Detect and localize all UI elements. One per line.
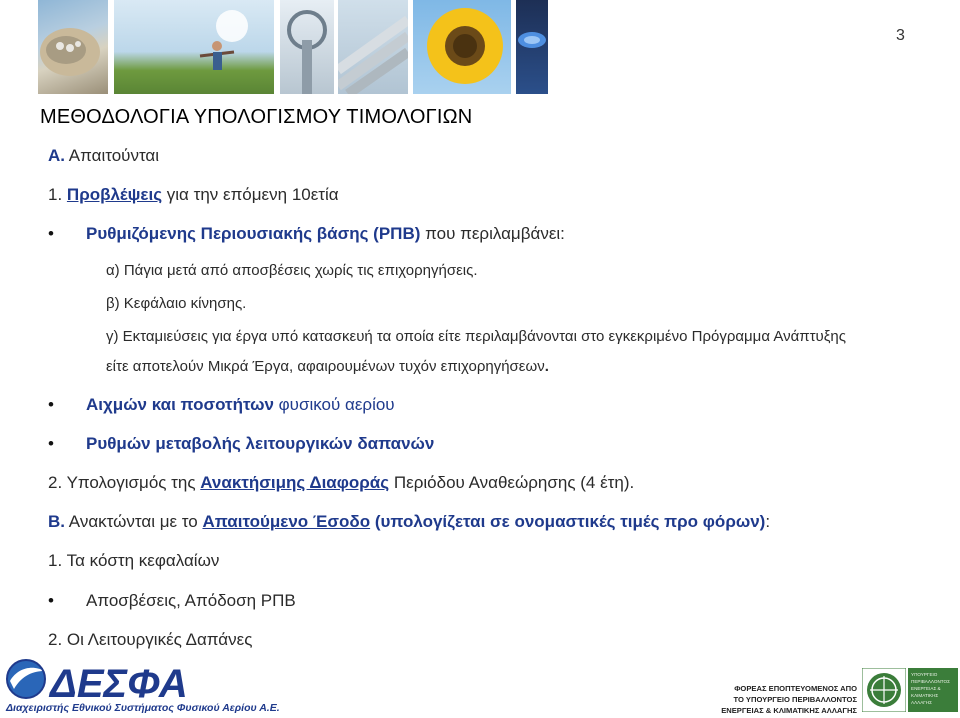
child-sky-photo [114,0,274,94]
supervisor-line-2: ΤΟ ΥΠΟΥΡΓΕΙΟ ΠΕΡΙΒΑΛΛΟΝΤΟΣ [733,695,857,704]
bullet-peaks-marker: • [48,395,54,414]
desfa-subtitle: Διαχειριστής Εθνικού Συστήματος Φυσικού Αερίου Α.Ε. [6,702,280,714]
valve-photo [280,0,334,94]
item-2-num: 2. Υπολογισμός της [48,473,196,492]
ministry-box-line-3: ΕΝΕΡΓΕΙΑΣ & [911,686,941,691]
ministry-box-line-5: ΑΛΛΑΓΗΣ [911,700,932,705]
bullet-rab-strong: Ρυθμιζόμενης Περιουσιακής βάσης (ΡΠΒ) [86,224,421,243]
section-a-text: Απαιτούνται [68,146,160,165]
item-2 [48,473,634,493]
bullet-opex [86,434,434,454]
item-1-rest: για την επόμενη 10ετία [166,185,339,204]
sub-item-c-line2-end: . [544,358,549,375]
island-terminal-photo [38,0,108,94]
item-2-rest: Περιόδου Αναθεώρησης (4 έτη). [393,473,635,492]
pipelines-photo [338,0,408,94]
section-b-strong: Απαιτούμενο Έσοδο [202,512,371,531]
bullet-opex-strong: Ρυθμών μεταβολής λειτουργικών δαπανών [86,434,435,453]
section-b-colon: : [765,512,771,531]
section-b-pre: Ανακτώνται με το [68,512,198,531]
sub-item-c-line1: γ) Εκταμιεύσεις για έργα υπό κατασκευή τα οποία είτε περιλαμβάνονται στο εγκεκριμένο Πρόγραμμα Ανάπτυξης [106,328,847,345]
supervisor-line-3: ΕΝΕΡΓΕΙΑΣ & ΚΛΙΜΑΤΙΚΗΣ ΑΛΛΑΓΗΣ [721,706,857,715]
section-b-item-2: 2. Οι Λειτουργικές Δαπάνες [48,630,253,649]
sub-item-b: β) Κεφάλαιο κίνησης. [106,295,247,312]
item-1-strong: Προβλέψεις [66,185,163,204]
section-b [48,512,770,532]
section-a-heading [48,146,159,166]
supervisor-line-1: ΦΟΡΕΑΣ ΕΠΟΠΤΕΥΟΜΕΝΟΣ ΑΠΟ [734,684,857,693]
section-b-item-1: 1. Τα κόστη κεφαλαίων [48,551,220,570]
section-b-paren: (υπολογίζεται σε ονομαστικές τιμές προ φόρων) [374,512,766,531]
bullet-depr: Αποσβέσεις, Απόδοση ΡΠΒ [86,591,296,610]
gas-flame-photo [516,0,548,94]
section-a-label: Α. [48,146,65,165]
bullet-rab [86,224,565,244]
sub-item-a: α) Πάγια μετά από αποσβέσεις χωρίς τις επιχορηγήσεις. [106,262,478,279]
bullet-opex-marker: • [48,434,54,453]
page-number: 3 [896,27,905,44]
bullet-rab-rest: που περιλαμβάνει: [425,224,565,243]
ministry-box-line-4: ΚΛΙΜΑΤΙΚΗΣ [911,693,939,698]
bullet-peaks [86,395,395,415]
bullet-depr-marker: • [48,591,54,610]
item-1 [48,185,339,205]
section-b-label: Β. [48,512,65,531]
page-title: ΜΕΘΟΔΟΛΟΓΙΑ ΥΠΟΛΟΓΙΣΜΟΥ ΤΙΜΟΛΟΓΙΩΝ [40,106,473,128]
item-1-num: 1. [48,185,63,204]
ministry-emblem-icon [862,668,906,712]
sub-item-c-line2-text: είτε αποτελούν Μικρά Έργα, αφαιρουμένων τυχόν επιχορηγήσεων [106,358,545,375]
item-2-strong: Ανακτήσιμης Διαφοράς [200,473,390,492]
ministry-box-line-2: ΠΕΡΙΒΑΛΛΟΝΤΟΣ [911,679,950,684]
bullet-peaks-rest: φυσικού αερίου [278,395,395,414]
sunflower-photo [413,0,511,94]
header-photo-strip [38,0,548,94]
ministry-box-line-1: ΥΠΟΥΡΓΕΙΟ [911,672,938,677]
sub-item-c-line2 [106,358,549,375]
bullet-peaks-strong: Αιχμών και ποσοτήτων [86,395,274,414]
bullet-rab-marker: • [48,224,54,243]
desfa-logo-text: ΔΕΣΦΑ [50,662,188,703]
